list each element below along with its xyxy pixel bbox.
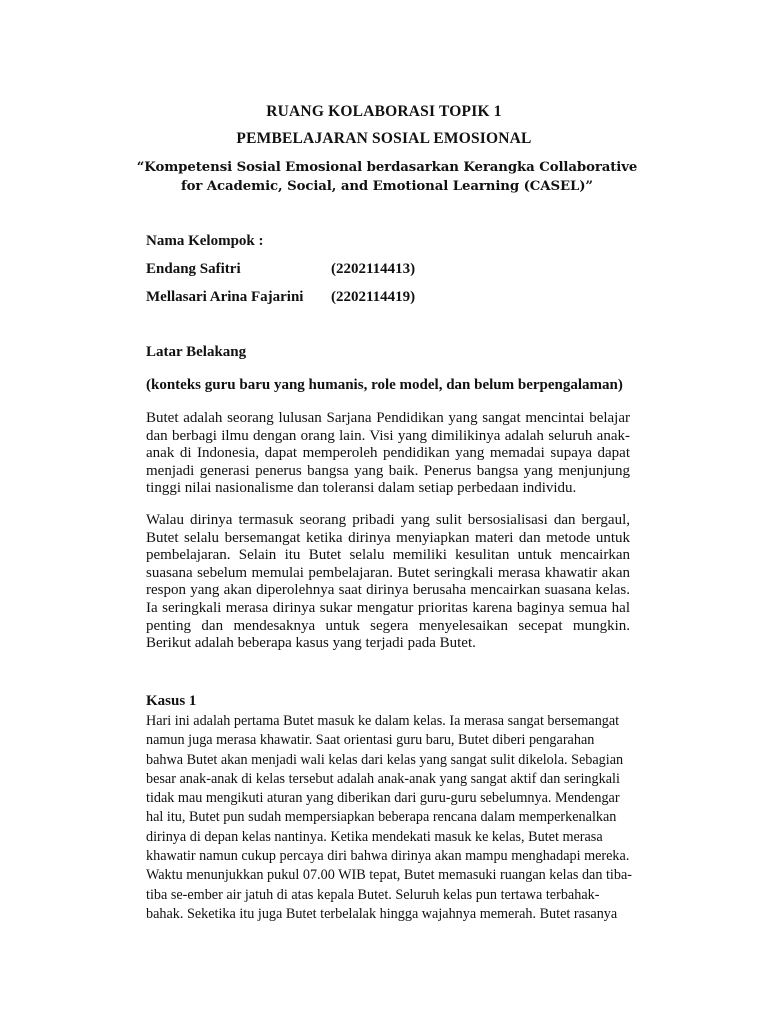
group-label: Nama Kelompok : <box>146 233 264 249</box>
case-1-body <box>146 712 632 924</box>
case-1-line: hal itu, Butet pun sudah mempersiapkan beberapa rencana dalam memperkenalkan <box>146 809 617 826</box>
case-1-line: Hari ini adalah pertama Butet masuk ke dalam kelas. Ia merasa sangat bersemangat <box>146 713 620 729</box>
case-1-line: besar anak-anak di kelas tersebut adalah anak-anak yang sangat aktif dan seringkali <box>146 770 620 787</box>
case-1-line: dirinya di depan kelas nantinya. Ketika mendekati masuk ke kelas, Butet merasa <box>146 828 603 845</box>
member-nim: (2202114413) <box>331 261 416 277</box>
case-1-heading: Kasus 1 <box>146 693 197 709</box>
case-1-line: namun juga merasa khawatir. Saat orientasi guru baru, Butet diberi pengarahan <box>146 732 595 749</box>
case-1-line: bahak. Seketika itu juga Butet terbelalak hingga wajahnya memerah. Butet rasanya <box>146 905 618 922</box>
document-title: RUANG KOLABORASI TOPIK 1 <box>266 103 502 120</box>
case-1-line: Waktu menunjukkan pukul 07.00 WIB tepat, Butet memasuki ruangan kelas dan tiba- <box>146 867 632 884</box>
document-subject: PEMBELAJARAN SOSIAL EMOSIONAL <box>236 130 532 147</box>
background-paragraph-1: Butet adalah seorang lulusan Sarjana Pendidikan yang sangat mencintai belajar dan berbagi ilmu dengan orang lain. Visi yang dimilikinya adalah seluruh anak-anak di Indonesia, dapat memperoleh pendidikan yang memadai supaya dapat menjadi generasi penerus bangsa yang baik. Penerus bangsa yang menjunjung tinggi nilai nasionalisme dan toleransi dalam setiap perbedaan individu. <box>146 410 630 497</box>
case-1-line: bahwa Butet akan menjadi wali kelas dari kelas yang sangat sulit dikelola. Sebagian <box>146 751 624 768</box>
case-1-line: tidak mau mengikuti aturan yang diberikan dari guru-guru sebelumnya. Mendengar <box>146 790 620 807</box>
member-name: Mellasari Arina Fajarini <box>146 289 304 305</box>
background-context: (konteks guru baru yang humanis, role model, dan belum berpengalaman) <box>146 377 623 393</box>
member-name: Endang Safitri <box>146 261 241 277</box>
case-1-line: tiba se-ember air jatuh di atas kepala Butet. Seluruh kelas pun tertawa terbahak- <box>146 886 600 903</box>
member-nim: (2202114419) <box>331 289 416 305</box>
section-heading-background: Latar Belakang <box>146 344 247 360</box>
background-paragraph-2: Walau dirinya termasuk seorang pribadi yang sulit bersosialisasi dan bergaul, Butet selalu bersemangat ketika dirinya menyiapkan materi dan metode untuk pembelajaran. Selain itu Butet selalu memiliki kesulitan untuk mencairkan suasana sebelum memulai pembelajaran. Butet seringkali merasa khawatir akan respon yang akan diperolehnya saat dirinya berusaha mencairkan suasana kelas. Ia seringkali merasa dirinya sukar mengatur prioritas karena baginya semua hal penting dan mendesaknya untuk segera menyelesaikan secepat mungkin. Berikut adalah beberapa kasus yang terjadi pada Butet. <box>146 512 630 652</box>
member-row <box>146 289 415 317</box>
case-1-line: khawatir namun cukup percaya diri bahwa dirinya akan mampu menghadapi mereka. <box>146 848 630 865</box>
member-list <box>146 261 415 317</box>
document-subtitle: “Kompetensi Sosial Emosional berdasarkan Kerangka Collaborative for Academic, Social, and Emotional Learning (CASEL)” <box>136 160 638 194</box>
member-row <box>146 261 415 289</box>
